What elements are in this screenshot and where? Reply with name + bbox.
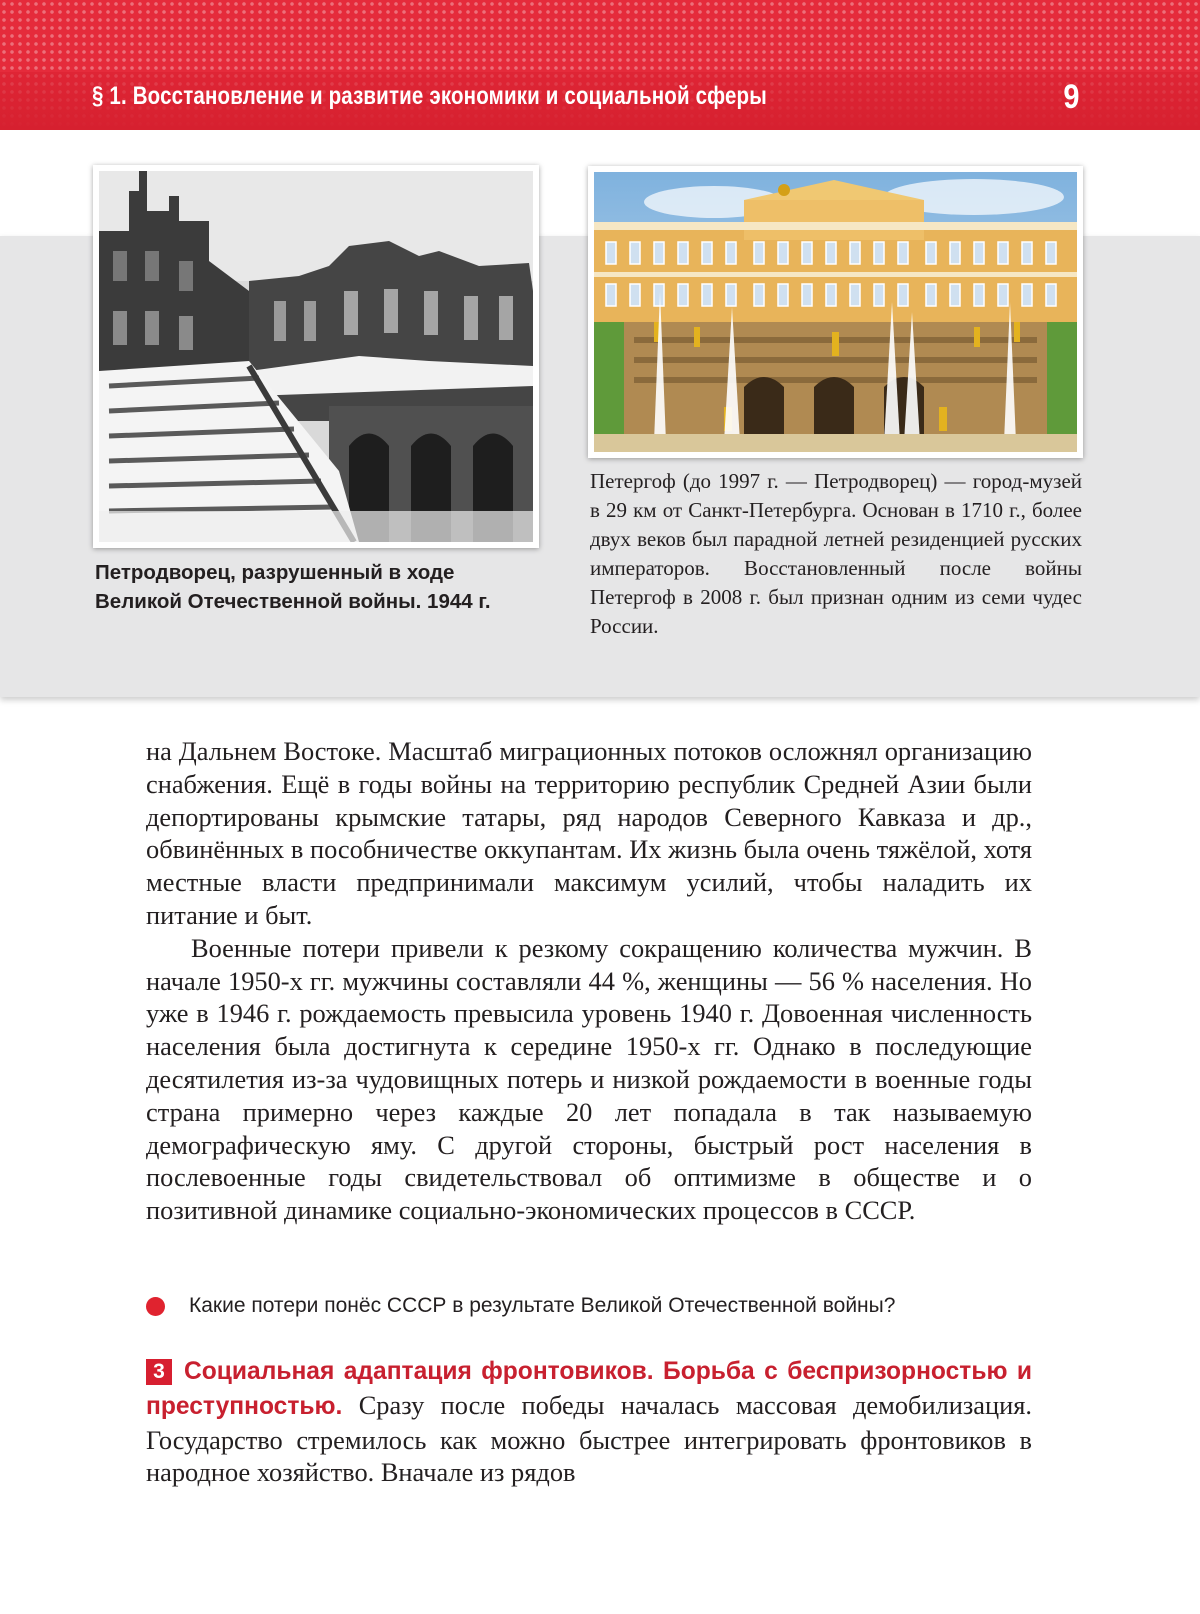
- photo-restored-peterhof: [588, 166, 1083, 458]
- red-bullet-icon: [146, 1297, 165, 1316]
- section-3: [146, 1354, 1032, 1489]
- caption-restored-peterhof: Петергоф (до 1997 г. — Петродворец) — город-музей в 29 км от Санкт-Петербурга. Основан в 1710 г., более двух веков был парадной летней резиденцией русских императоров. Восстановленный после войны Петергоф в 2008 г. был признан одним из семи чудес России.: [590, 469, 1082, 638]
- section-heading: Социальная адаптация фронтовиков. Борьба с беспризорностью и преступностью.: [146, 1358, 1032, 1420]
- section-number-badge: 3: [146, 1359, 172, 1385]
- ruined-palace-image: [99, 171, 533, 542]
- chapter-title: § 1. Восстановление и развитие экономики и социальной сферы: [92, 82, 767, 110]
- paragraph-migration: на Дальнем Востоке. Масштаб миграционных потоков осложнял организацию снабжения. Ещё в годы войны на территорию республик Средней Азии были депортированы крымские татары, ряд народов Северного Кавказа и др., обвинённых в пособничестве оккупантам. Их жизнь была очень тяжёлой, хотя местные власти предпринимали максимум усилий, чтобы наладить их питание и быт.: [146, 736, 1032, 930]
- photo-ruined-petrodvorets: [93, 165, 539, 548]
- page-number: 9: [1063, 78, 1080, 116]
- main-text: [146, 735, 1032, 1227]
- paragraph-demography: Военные потери привели к резкому сокращению количества мужчин. В начале 1950-х гг. мужчины составляли 44 %, женщины — 56 % населения. Но уже в 1946 г. рождаемость превысила уровень 1940 г. Довоенная численность населения была достигнута к середине 1950-х гг. Однако в последующие десятилетия из-за чудовищных потерь и низкой рождаемости в военные годы страна примерно через каждые 20 лет попадала в так называемую демографическую яму. С другой стороны, быстрый рост населения в послевоенные годы свидетельствовал об оптимизме в обществе и о позитивной динамике социально-экономических процессов в СССР.: [146, 932, 1032, 1226]
- review-question: [146, 1290, 1046, 1322]
- caption-ruined-petrodvorets: Петродворец, разрушенный в ходе Великой Отечественной войны. 1944 г.: [95, 561, 491, 613]
- peterhof-palace-image: [594, 172, 1077, 452]
- question-text: Какие потери понёс СССР в результате Великой Отечественной войны?: [189, 1294, 896, 1317]
- section-text: Сразу после победы началась массовая демобилизация. Государство стремилось как можно быстрее интегрировать фронтовиков в народное хозяйство. Вначале из рядов: [146, 1389, 1032, 1488]
- page-header: [0, 0, 1200, 130]
